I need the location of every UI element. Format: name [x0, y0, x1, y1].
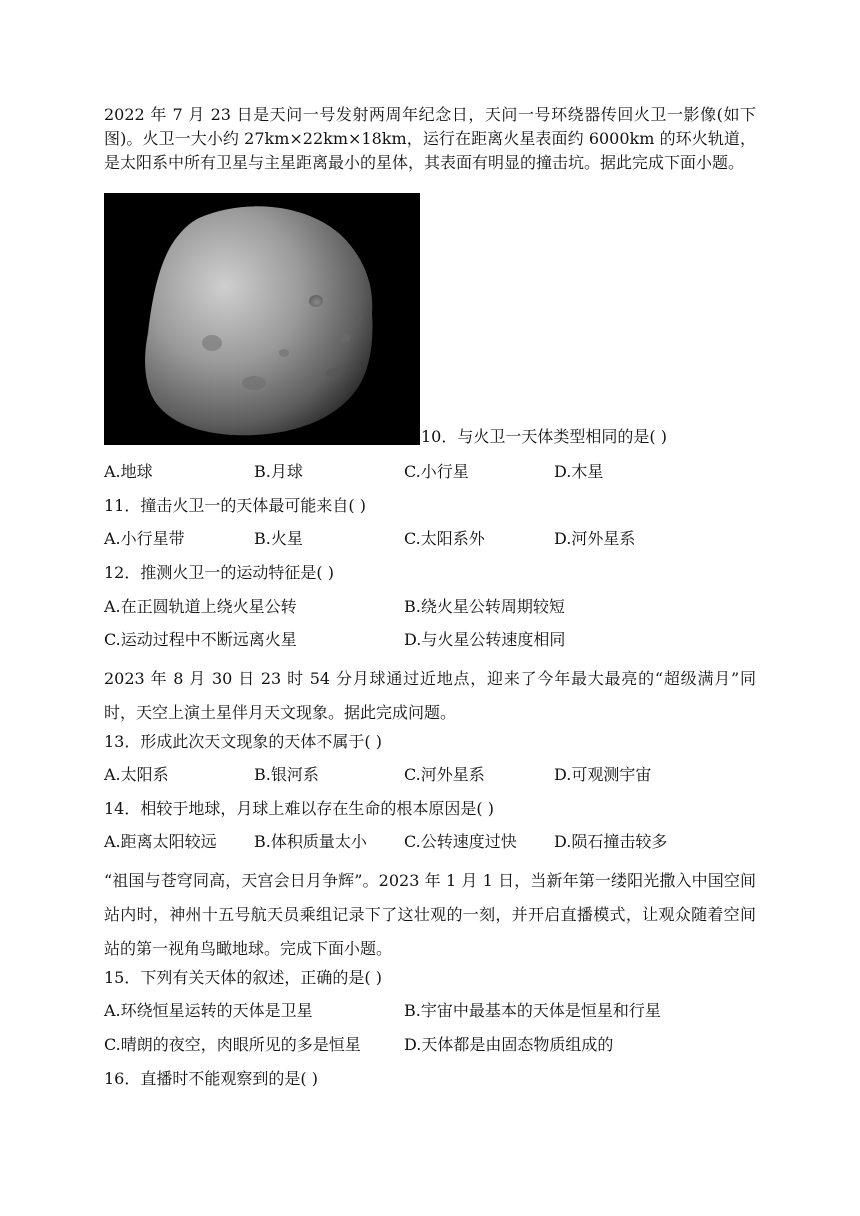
q13-option-b[interactable]: B.银河系 [254, 765, 319, 784]
phobos-illustration [104, 193, 420, 445]
q15-option-c[interactable]: C.晴朗的夜空，肉眼所见的多是恒星 [104, 1035, 361, 1054]
q14-option-b[interactable]: B.体积质量太小 [254, 832, 367, 851]
question-10-stem: 10．与火卫一天体类型相同的是( ) [421, 427, 667, 446]
q15-option-d[interactable]: D.天体都是由固态物质组成的 [404, 1035, 614, 1054]
question-12-stem: 12．推测火卫一的运动特征是( ) [104, 563, 334, 582]
q14-option-a[interactable]: A.距离太阳较远 [104, 832, 217, 851]
question-13-stem: 13．形成此次天文现象的天体不属于( ) [104, 732, 382, 751]
question-15-stem: 15．下列有关天体的叙述，正确的是( ) [104, 968, 382, 987]
q11-option-d[interactable]: D.河外星系 [554, 529, 636, 548]
q15-option-b[interactable]: B.宇宙中最基本的天体是恒星和行星 [404, 1001, 661, 1020]
q13-option-d[interactable]: D.可观测宇宙 [554, 765, 652, 784]
q11-option-c[interactable]: C.太阳系外 [404, 529, 485, 548]
q14-option-d[interactable]: D.陨石撞击较多 [554, 832, 668, 851]
q12-option-d[interactable]: D.与火星公转速度相同 [404, 630, 566, 649]
q14-option-c[interactable]: C.公转速度过快 [404, 832, 517, 851]
intro-paragraph-2: 2023 年 8 月 30 日 23 时 54 分月球通过近地点，迎来了今年最大最亮的“超级满月”同时，天空上演土星伴月天文现象。据此完成问题。 [104, 669, 756, 722]
q10-option-d[interactable]: D.木星 [554, 462, 604, 481]
q13-option-a[interactable]: A.太阳系 [104, 765, 169, 784]
phobos-image [104, 193, 420, 445]
q10-option-c[interactable]: C.小行星 [404, 462, 469, 481]
question-16-stem: 16．直播时不能观察到的是( ) [104, 1069, 318, 1088]
question-14-stem: 14．相较于地球，月球上难以存在生命的根本原因是( ) [104, 799, 494, 818]
intro-paragraph-1: 2022 年 7 月 23 日是天问一号发射两周年纪念日，天问一号环绕器传回火卫一影像(如下图)。火卫一大小约 27km×22km×18km，运行在距离火星表面约 6000km 的环火轨道，是太阳系中所有卫星与主星距离最小的星体，其表面有明显的撞击坑。据此完成下面小题。 [104, 105, 756, 172]
q12-option-a[interactable]: A.在正圆轨道上绕火星公转 [104, 597, 297, 616]
q10-option-b[interactable]: B.月球 [254, 462, 303, 481]
q15-option-a[interactable]: A.环绕恒星运转的天体是卫星 [104, 1001, 313, 1020]
intro-paragraph-3: “祖国与苍穹同高，天宫会日月争辉”。2023 年 1 月 1 日，当新年第一缕阳光撒入中国空间站内时，神州十五号航天员乘组记录下了这壮观的一刻，并开启直播模式，让观众随着空间站的第一视角鸟瞰地球。完成下面小题。 [104, 871, 756, 958]
question-11-stem: 11．撞击火卫一的天体最可能来自( ) [104, 496, 366, 515]
q10-option-a[interactable]: A.地球 [104, 462, 153, 481]
q13-option-c[interactable]: C.河外星系 [404, 765, 485, 784]
q11-option-b[interactable]: B.火星 [254, 529, 303, 548]
q11-option-a[interactable]: A.小行星带 [104, 529, 185, 548]
q12-option-b[interactable]: B.绕火星公转周期较短 [404, 597, 565, 616]
q12-option-c[interactable]: C.运动过程中不断远离火星 [104, 630, 297, 649]
